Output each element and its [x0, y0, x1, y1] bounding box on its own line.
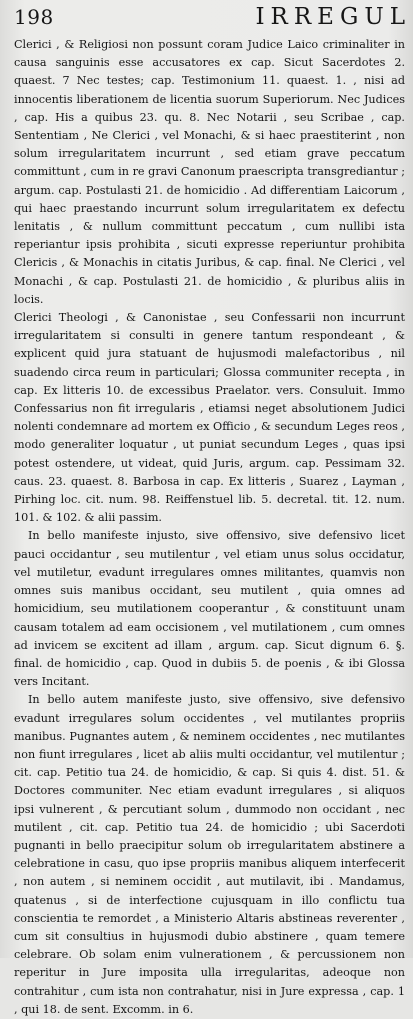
page-header	[14, 4, 411, 34]
paragraph: Clerici , & Religiosi non possunt coram Judice Laico criminaliter in causa sanguinis esse accusatores ex cap. Sicut Sacerdotes 2. quaest. 7 Nec testes; cap. Testimonium 11. quaest. 1. , nisi ad innocentis liberationem de licentia suorum Superiorum. Nec Judices , cap. His a quibus 23. qu. 8. Nec Notarii , seu Scribae , cap. Sententiam , Ne Clerici , vel Monachi, & si haec praestiterint , non solum irregularitatem incurrunt , sed etiam grave peccatum committunt , cum in re gravi Canonum praescripta transgrediantur ; argum. cap. Postulasti 21. de homicidio . Ad differentiam Laicorum , qui haec praestando incurrunt solum irregularitatem ex defectu lenitatis , & nullum committunt peccatum , cum nullibi ista reperiantur ipsis prohibita , sicuti expresse reperiuntur prohibita Clericis , & Monachis in citatis Juribus, & cap. final. Ne Clerici , vel Monachi , & cap. Postulasti 21. de homicidio , & pluribus aliis in locis.	[14, 38, 405, 306]
running-head: IRREGUL	[255, 4, 411, 30]
paragraph: In bello autem manifeste justo, sive offensivo, sive defensivo evadunt irregulares solum occidentes , vel mutilantes propriis manibus. Pugnantes autem , & neminem occidentes , nec mutilantes non fiunt irregulares , licet ab aliis multi occidantur, vel mutilentur ; cit. cap. Petitio tua 24. de homicidio, & cap. Si quis 4. dist. 51. & Doctores communiter. Nec etiam evadunt irregulares , si aliquos ipsi vulnerent , & percutiant solum , dummodo non occidant , nec mutilent , cit. cap. Petitio tua 24. de homicidio ; ubi Sacerdoti pugnanti in bello praecipitur solum ob irregularitatem abstinere a celebratione in casu, quo ipse propriis manibus aliquem interfecerit , non autem , si neminem occidit , aut mutilavit, ibi . Mandamus, quatenus , si de interfectione cujusquam in illo conflictu tua conscientia te remordet , a Ministerio Altaris abstineas reverenter , cum sit consultius in hujusmodi dubio abstinere , quam temere celebrare. Ob solam enim vulnerationem , & percussionem non reperitur in Jure imposita ulla irregularitas, adeoque non contrahitur , cum ista non contrahatur, nisi in Jure expressa , cap. 1 , qui 18. de sent. Excomm. in 6.	[14, 693, 405, 1016]
paragraph: In bello manifeste injusto, sive offensivo, sive defensivo licet pauci occidantur , seu mutilentur , vel etiam unus solus occidatur, vel mutiletur, evadunt irregulares omnes militantes, quamvis non omnes suis manibus occidant, seu mutilent , quia omnes ad homicidium, seu mutilationem cooperantur , & constituunt unam causam totalem ad eam occisionem , vel mutilationem , cum omnes ad invicem se excitent ad illam , argum. cap. Sicut dignum 6. §. final. de homicidio , cap. Quod in dubiis 5. de poenis , & ibi Glossa vers Incitant.	[14, 529, 405, 689]
page-number: 198	[14, 5, 54, 29]
body-text	[14, 36, 405, 1019]
paragraph: Clerici Theologi , & Canonistae , seu Confessarii non incurrunt irregularitatem si consulti in genere tantum respondeant , & explicent quid jura statuant de hujusmodi malefactoribus , nil suadendo circa reum in particulari; Glossa communiter recepta , in cap. Ex litteris 10. de excessibus Praelator. vers. Consuluit. Immo Confessarius non fit irregularis , etiamsi neget absolutionem Judici nolenti condemnare ad mortem ex Officio , & secundum Leges reos , modo generaliter loquatur , ut puniat secundum Leges , quas ipsi potest ostendere, ut videat, quid Juris, argum. cap. Pessimam 32. caus. 23. quaest. 8. Barbosa in cap. Ex litteris , Suarez , Layman , Pirhing loc. cit. num. 98. Reiffenstuel lib. 5. decretal. tit. 12. num. 101. & 102. & alii passim.	[14, 311, 405, 525]
